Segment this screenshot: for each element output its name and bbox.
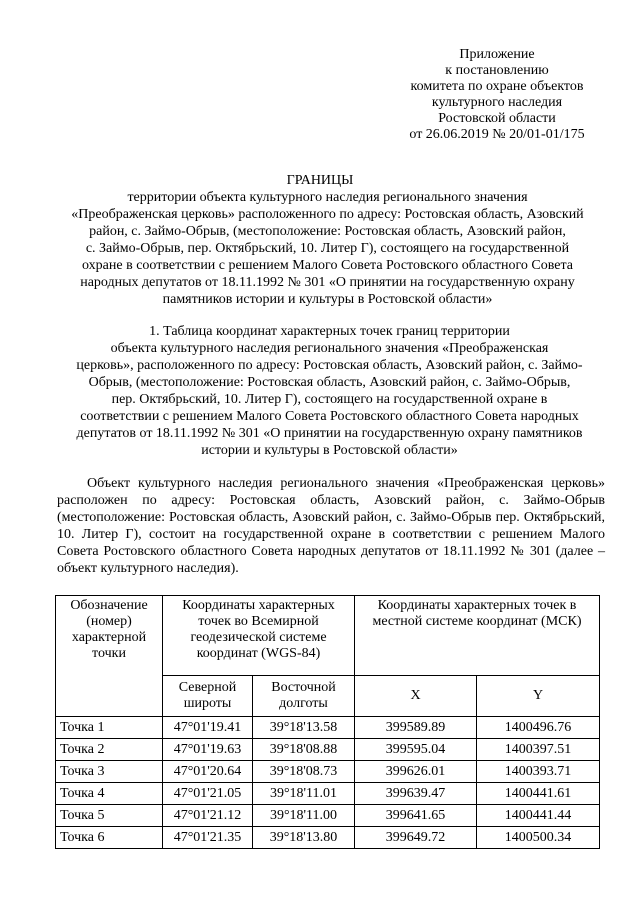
cell-x: 399641.65 <box>355 805 477 827</box>
cell-lon: 39°18'11.01 <box>253 783 355 805</box>
header-wgs: Координаты характерных точек во Всемирной геодезической системе координат (WGS-84) <box>163 596 355 676</box>
header-lat: Северной широты <box>163 676 253 717</box>
subtitle-line: «Преображенская церковь» расположенного по адресу: Ростовская область, Азовский <box>71 207 584 222</box>
caption-line: соответствии с решением Малого Совета Ростовского областного Совета народных <box>80 409 579 424</box>
cell-x: 399639.47 <box>355 783 477 805</box>
header-point: Обозначение (номер) характерной точки <box>56 596 163 717</box>
cell-lat: 47°01'19.63 <box>163 739 253 761</box>
table-row <box>56 805 600 827</box>
cell-lon: 39°18'08.73 <box>253 761 355 783</box>
cell-lat: 47°01'21.05 <box>163 783 253 805</box>
cell-lat: 47°01'19.41 <box>163 717 253 739</box>
appendix-block <box>392 47 602 143</box>
cell-lat: 47°01'20.64 <box>163 761 253 783</box>
cell-lon: 39°18'08.88 <box>253 739 355 761</box>
cell-lon: 39°18'13.80 <box>253 827 355 849</box>
header-msk: Координаты характерных точек в местной системе координат (МСК) <box>355 596 600 676</box>
cell-x: 399589.89 <box>355 717 477 739</box>
caption-line: церковь», расположенного по адресу: Ростовская область, Азовский район, с. Займо- <box>76 358 583 373</box>
subtitle-line: охране в соответствии с решением Малого Совета Ростовского областного Совета <box>82 258 573 273</box>
caption-line: 1. Таблица координат характерных точек границ территории <box>149 324 510 339</box>
appendix-line: к постановлению <box>445 63 549 78</box>
header-x: X <box>355 676 477 717</box>
cell-x: 399595.04 <box>355 739 477 761</box>
coordinates-table <box>55 595 600 849</box>
table-row <box>56 717 600 739</box>
cell-x: 399649.72 <box>355 827 477 849</box>
subtitle-line: памятников истории и культуры в Ростовской области» <box>162 292 493 307</box>
table-caption <box>57 323 602 459</box>
cell-x: 399626.01 <box>355 761 477 783</box>
cell-y: 1400393.71 <box>477 761 600 783</box>
cell-lon: 39°18'11.00 <box>253 805 355 827</box>
cell-lon: 39°18'13.58 <box>253 717 355 739</box>
cell-y: 1400496.76 <box>477 717 600 739</box>
document-subtitle <box>55 189 600 308</box>
table-row <box>56 761 600 783</box>
object-description-paragraph: Объект культурного наследия регионального значения «Преображенская церковь» расположен по адресу: Ростовская область, Азовский район, с. Займо-Обрыв (местоположение: Ростовская область, Азовский район, с. Займо-Обрыв пер. Октябрьский, 10. Литер Г), состоит на государственной охране в соответствии с решением Малого Совета Ростовского областного Совета народных депутатов от 18.11.1992 № 301 (далее – объект культурного наследия). <box>57 476 605 576</box>
cell-y: 1400441.61 <box>477 783 600 805</box>
table-row <box>56 827 600 849</box>
caption-line: Обрыв, (местоположение: Ростовская область, Азовский район, с. Займо-Обрыв, <box>88 375 571 390</box>
appendix-line: комитета по охране объектов <box>410 79 584 94</box>
document-title: ГРАНИЦЫ <box>286 173 354 188</box>
caption-line: пер. Октябрьский, 10. Литер Г), состоящего на государственной охране в <box>111 392 548 407</box>
subtitle-line: с. Займо-Обрыв, пер. Октябрьский, 10. Литер Г), состоящего на государственной <box>85 241 570 256</box>
caption-line: объекта культурного наследия регионального значения «Преображенская <box>110 341 549 356</box>
cell-point: Точка 6 <box>56 827 163 849</box>
table-row <box>56 739 600 761</box>
subtitle-line: район, с. Займо-Обрыв, (местоположение: Ростовская область, Азовский район, <box>89 224 566 239</box>
subtitle-line: народных депутатов от 18.11.1992 № 301 «О принятии на государственную охрану <box>80 275 575 290</box>
cell-point: Точка 5 <box>56 805 163 827</box>
cell-point: Точка 4 <box>56 783 163 805</box>
cell-lat: 47°01'21.35 <box>163 827 253 849</box>
subtitle-line: территории объекта культурного наследия регионального значения <box>127 190 528 205</box>
cell-y: 1400500.34 <box>477 827 600 849</box>
caption-line: истории и культуры в Ростовской области» <box>201 443 458 458</box>
cell-y: 1400441.44 <box>477 805 600 827</box>
cell-point: Точка 3 <box>56 761 163 783</box>
appendix-line: от 26.06.2019 № 20/01-01/175 <box>409 127 585 142</box>
header-y: Y <box>477 676 600 717</box>
cell-point: Точка 1 <box>56 717 163 739</box>
cell-lat: 47°01'21.12 <box>163 805 253 827</box>
table-row <box>56 783 600 805</box>
caption-line: депутатов от 18.11.1992 № 301 «О принятии на государственную охрану памятников <box>76 426 583 441</box>
appendix-line: Ростовской области <box>438 111 556 126</box>
cell-point: Точка 2 <box>56 739 163 761</box>
appendix-line: культурного наследия <box>431 95 563 110</box>
appendix-line: Приложение <box>459 47 535 62</box>
header-lon: Восточной долготы <box>253 676 355 717</box>
cell-y: 1400397.51 <box>477 739 600 761</box>
